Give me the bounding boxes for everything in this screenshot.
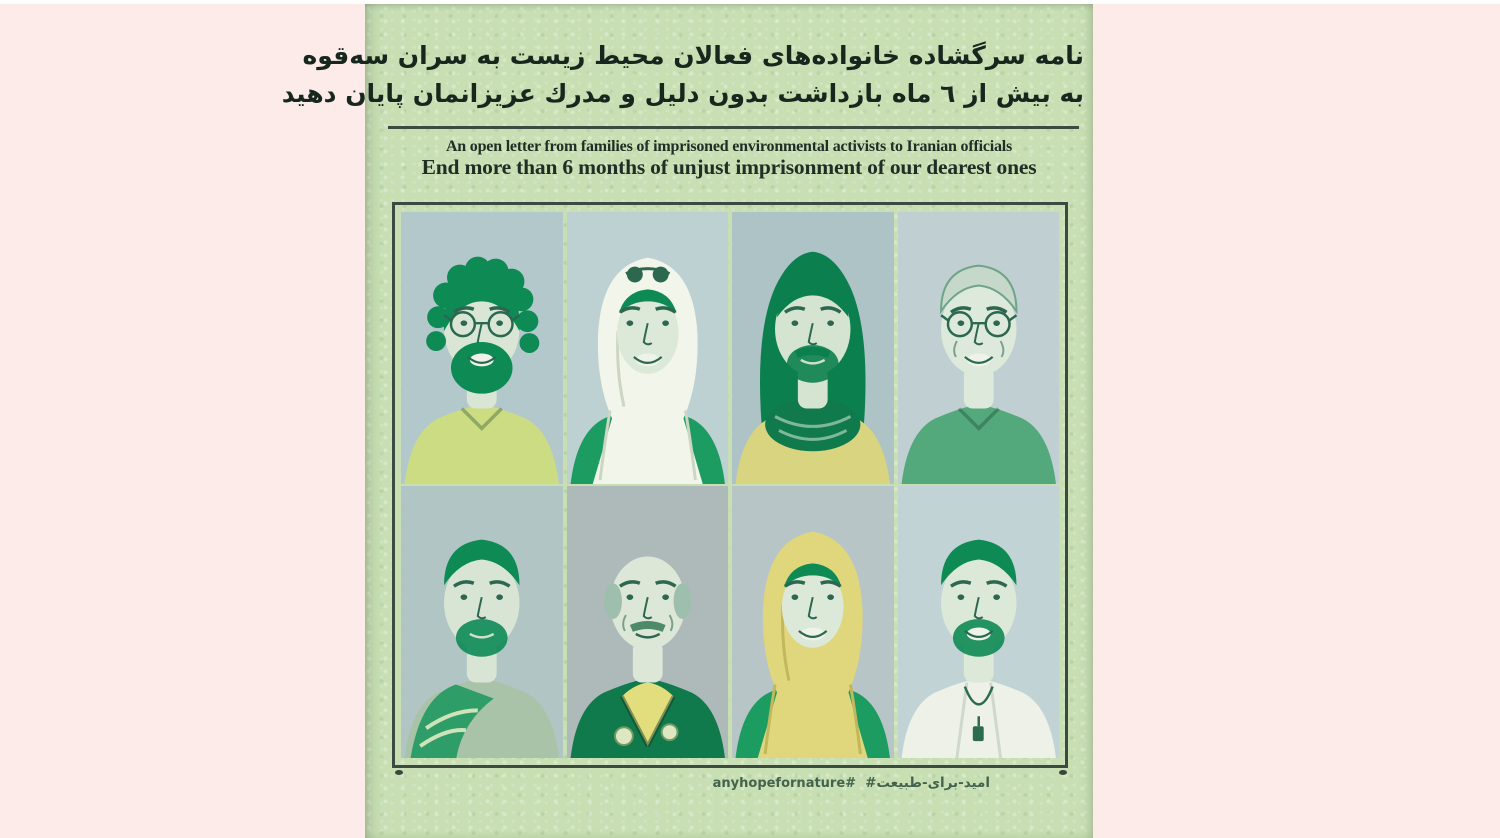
hashtag-persian: #امید-برای-طبیعت bbox=[865, 775, 990, 791]
photo-grid-frame bbox=[392, 202, 1068, 768]
portrait-photo-1-illustration bbox=[401, 212, 563, 484]
portrait-photo-6-illustration bbox=[567, 486, 729, 758]
headline-persian-line2: به بیش از ٦ ماه بازداشت بدون دلیل و مدرك عزیزانمان پایان دهید bbox=[281, 79, 1084, 108]
portrait-photo-3 bbox=[732, 212, 894, 484]
portrait-photo-3-illustration bbox=[732, 212, 894, 484]
open-letter-poster bbox=[281, 4, 1093, 838]
subtitle-english-line1: An open letter from families of imprisoned environmental activists to Iranian officials bbox=[445, 138, 1013, 155]
portrait-photo-8 bbox=[898, 486, 1060, 758]
frame-corner-mark-left bbox=[395, 770, 403, 775]
portrait-photo-7-illustration bbox=[732, 486, 894, 758]
photo-grid bbox=[401, 212, 1059, 758]
portrait-photo-4 bbox=[898, 212, 1060, 484]
portrait-photo-7 bbox=[732, 486, 894, 758]
divider-rule bbox=[388, 126, 1079, 129]
headline-persian bbox=[281, 37, 1084, 113]
portrait-photo-6 bbox=[567, 486, 729, 758]
frame-corner-mark-right bbox=[1059, 770, 1067, 775]
portrait-photo-2-illustration bbox=[567, 212, 729, 484]
portrait-photo-8-illustration bbox=[898, 486, 1060, 758]
headline-persian-line1: نامه سرگشاده خانواده‌های فعالان محیط زیست به سران سه‌قوه bbox=[302, 41, 1084, 70]
portrait-photo-1 bbox=[401, 212, 563, 484]
subtitle-english bbox=[383, 138, 1075, 179]
portrait-photo-2 bbox=[567, 212, 729, 484]
hashtag-english: anyhopefornature# bbox=[712, 776, 857, 791]
portrait-photo-4-illustration bbox=[898, 212, 1060, 484]
portrait-photo-5 bbox=[401, 486, 563, 758]
portrait-photo-5-illustration bbox=[401, 486, 563, 758]
hashtag-line bbox=[713, 775, 990, 791]
subtitle-english-line2: End more than 6 months of unjust imprisonment of our dearest ones bbox=[421, 155, 1037, 179]
